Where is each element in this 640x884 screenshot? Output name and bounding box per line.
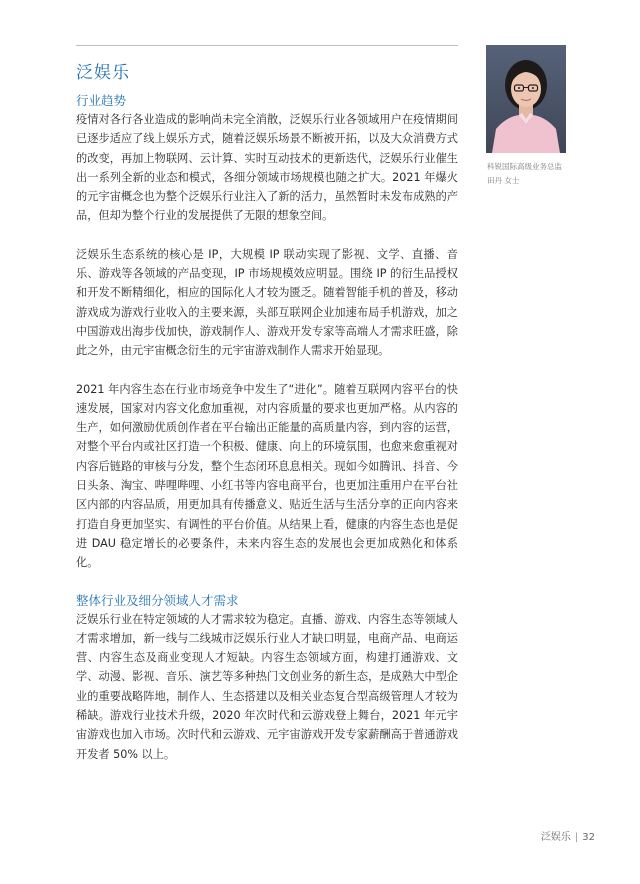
- paragraph-gap: [76, 226, 458, 245]
- portrait-image: [486, 45, 566, 153]
- page-title: 泛娱乐: [76, 63, 130, 83]
- paragraph: 疫情对各行各业造成的影响尚未完全消散，泛娱乐行业各领域用户在疫情期间已逐步适应了线上娱乐方式，随着泛娱乐场景不断被开拓，以及大众消费方式的改变，再加上物联网、云计算、实时互动技术的更新迭代，泛娱乐行业催生出一系列全新的业态和模式，各细分领域市场规模也随之扩大。2021 年爆火的元宇宙概念也为整个泛娱乐行业注入了新的活力，虽然暂时未发布成熟的产品，但却为整个行业的发展提供了无限的想象空间。: [76, 113, 458, 223]
- profile-caption: [487, 160, 587, 188]
- section-heading-industry-trends: 行业趋势: [76, 93, 127, 108]
- profile-title: 科锐国际高级业务总监: [487, 162, 562, 171]
- paragraph-gap: [76, 361, 458, 380]
- top-divider: [76, 45, 458, 46]
- main-content: [76, 92, 458, 764]
- paragraph: 泛娱乐行业在特定领域的人才需求较为稳定。直播、游戏、内容生态等领域人才需求增加，新一线与二线城市泛娱乐行业人才缺口明显，电商产品、电商运营、内容生态及商业变现人才短缺。内容生态领域方面，构建打通游戏、文学、动漫、影视、音乐、演艺等多种热门文创业务的新生态，是成熟大中型企业的重要战略阵地，制作人、生态搭建以及相关业态复合型高级管理人才较为稀缺。游戏行业技术升级，2020 年次时代和云游戏登上舞台，2021 年元宇宙游戏也加入市场。次时代和云游戏、元宇宙游戏开发专家薪酬高于普通游戏开发者 50% 以上。: [76, 612, 458, 761]
- paragraph-gap: [76, 573, 458, 592]
- page-footer: [541, 828, 595, 843]
- profile-name: 田丹 女士: [487, 176, 520, 185]
- paragraph: 2021 年内容生态在行业市场竞争中发生了“进化”。随着互联网内容平台的快速发展，国家对内容文化愈加重视，对内容质量的要求也更加严格。从内容的生产，如何激励优质创作者在平台输出正能量的高质量内容，到内容的运营，对整个平台内或社区打造一个积极、健康、向上的环境氛围，也愈来愈重视对内容后链路的审核与分发，整个生态闭环息息相关。现如今如腾讯、抖音、今日头条、淘宝、哔哩哔哩、小红书等内容电商平台，也更加注重用户在平台社区内部的内容品质，用更加具有传播意义、贴近生活与生活分享的正向内容来打造自身更加坚实、有调性的平台价值。从结果上看，健康的内容生态也是促进 DAU 稳定增长的必要条件，未来内容生态的发展也会更加成熟化和体系化。: [76, 382, 458, 570]
- profile-photo: [486, 45, 566, 153]
- footer-section-label: 泛娱乐: [540, 832, 571, 843]
- paragraph: 泛娱乐生态系统的核心是 IP，大规模 IP 联动实现了影视、文学、直播、音乐、游戏等各领域的产品变现，IP 市场规模效应明显。围绕 IP 的衍生品授权和开发不断精细化，相应的国际化人才较为匮乏。随着智能手机的普及，移动游戏成为游戏行业收入的主要来源，头部互联网企业加速布局手机游戏，加之中国游戏出海步伐加快，游戏制作人、游戏开发专家等高端人才需求旺盛，除此之外，由元宇宙概念衍生的元宇宙游戏制作人需求开始显现。: [76, 247, 458, 358]
- section-heading-talent-demand: 整体行业及细分领域人才需求: [76, 592, 239, 608]
- page-number: 32: [582, 832, 595, 843]
- footer-separator: |: [574, 832, 579, 843]
